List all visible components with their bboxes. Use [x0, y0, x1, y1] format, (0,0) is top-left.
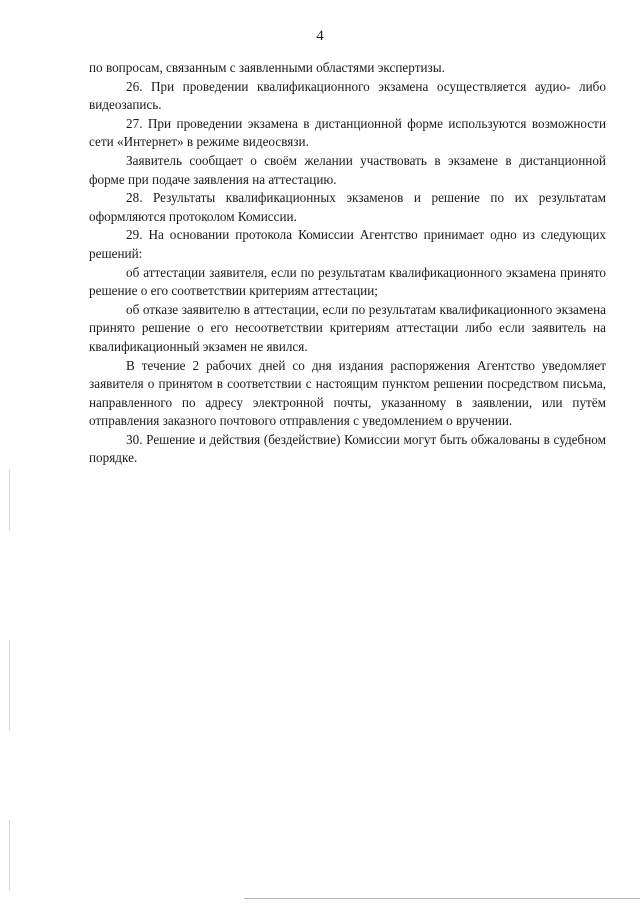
paragraph-applicant-remote: Заявитель сообщает о своём желании участвовать в экзамене в дистанционной форме при подаче заявления на аттестацию. — [89, 152, 606, 187]
paragraph-item-28: 28. Результаты квалификационных экзаменов и решение по их результатам оформляются протоколом Комиссии. — [89, 190, 606, 224]
document-body — [89, 59, 606, 468]
paragraph-decision-approve: об аттестации заявителя, если по результатам квалификационного экзамена принято решение о его соответствии критериям аттестации; — [89, 264, 606, 299]
paragraph-item-26: 26. При проведении квалификационного экзамена осуществляется аудио- либо видеозапись. — [89, 78, 606, 113]
paragraph-item-27: 27. При проведении экзамена в дистанционной форме используются возможности сети «Интернет» в режиме видеосвязи. — [89, 115, 606, 150]
paragraph-decision-refuse: об отказе заявителю в аттестации, если по результатам квалификационного экзамена принято решение о его несоответствии критериям аттестации либо если заявитель на квалификационный экзамен не явился. — [89, 301, 606, 354]
page-number: 4 — [316, 28, 324, 44]
scan-edge-mark — [9, 640, 10, 730]
paragraph-item-29: 29. На основании протокола Комиссии Агентство принимает одно из следующих решений: — [89, 227, 606, 261]
scan-edge-mark — [9, 470, 10, 530]
scan-edge-mark — [9, 820, 10, 890]
paragraph-item-30: 30. Решение и действия (бездействие) Комиссии могут быть обжалованы в судебном порядке. — [89, 431, 606, 466]
paragraph-continuation: по вопросам, связанным с заявленными областями экспертизы. — [89, 60, 445, 75]
paragraph-notification: В течение 2 рабочих дней со дня издания распоряжения Агентство уведомляет заявителя о принятом в соответствии с настоящим пунктом решении посредством письма, направленного по адресу электронной почты, указанному в заявлении, или путём отправления заказного почтового отправления с уведомлением о вручении. — [89, 357, 606, 429]
scan-bottom-edge — [244, 898, 640, 899]
